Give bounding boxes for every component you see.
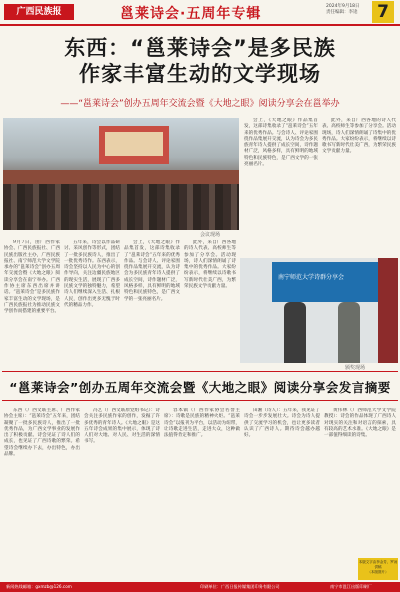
footer-email: 新闻热线邮箱：gxmzb@126.com (6, 584, 72, 589)
speech-paragraph: 田湘（诗人）：五年来，我见证了诗会一步步发展壮大。诗会为诗人提供了交流学习的机会，也让更多读者认识了广西诗人。期待诗会越办越好。 (244, 408, 320, 439)
headline-line-1: 东西：“邕莱诗会”是多民族 (64, 36, 336, 60)
speech-column-1 (4, 408, 80, 578)
speech-column-4 (244, 408, 320, 578)
stage-table (3, 170, 239, 184)
article-paragraph: 会上，《大地之眼》作品集首发，这部诗集收录了“邕莱诗会”五年来的优秀作品。与会诗人、评论家围绕作品集展开交流，认为诗会为多民族青年诗人提供了成长空间，诗作题材广泛，风格多样，具有鲜明的地域特色和民族特色，是广西文学的一张亮丽名片。 (124, 240, 180, 302)
contributor-text: 本版文字由李金芳、罗汤供稿 (358, 560, 398, 569)
contributor-more: （本版图片） (367, 570, 389, 574)
speech-paragraph: 黄伟林（广西师范大学文学院教授）：诗会的作品体现了广西诗人对现实的关注和对语言的探索，具有较高的艺术水准。《大地之眼》是一部值得细读的诗集。 (324, 408, 396, 439)
award-photo (240, 258, 398, 363)
speech-paragraph: 冯艺（广西文联原党组书记）：诗会关注多民族作家的创作，发掘了许多优秀的青年诗人。《大地之眼》是这五年诗会成果的集中展示，体现了诗人们对大地、对人民、对生活的深情书写。 (84, 408, 160, 445)
date-block (326, 4, 360, 16)
headline-line-2: 作家丰富生动的文学现场 (79, 62, 321, 86)
page-number: 7 (372, 1, 394, 23)
article-column-4 (184, 240, 236, 368)
section-headline: “邕莱诗会”创办五周年交流会暨《大地之眼》阅读分享会发言摘要 (9, 380, 391, 395)
speech-column-5 (324, 408, 396, 554)
article-column-1 (4, 240, 60, 368)
article-paragraph: 会上，《大地之眼》作品集首发，这部诗集收录了“邕莱诗会”五年来的优秀作品。与会诗人、评论家围绕作品集展开交流，认为诗会为多民族青年诗人提供了成长空间，诗作题材广泛，风格多样，具有鲜明的地域特色和民族特色，是广西文学的一张亮丽名片。 (244, 118, 318, 168)
banner-text: 南宁师范大学诗群分享会 (278, 274, 345, 281)
section-divider (2, 371, 398, 372)
contributor-note (358, 558, 398, 580)
speech-paragraph: 容本镇（广西作家协会名誉主席）：诗歌是民族的精神火炬。“邕莱诗会”以报刊为平台，以活动为纽带，让诗歌走进生活，走进大众，这种做法值得肯定和推广。 (164, 408, 240, 439)
person-left (284, 302, 306, 363)
article-paragraph: 此外，来自广西各地的诗人代表、高校师生等参加了分享会。活动现场，诗人们深情朗诵了诗集中的优秀作品。大家纷纷表示，将继续以诗歌书写新时代壮美广西，为繁荣民族文学贡献力量。 (322, 118, 396, 155)
footer-press: 南宁市邕江出版印刷厂 (330, 584, 372, 589)
article-column-2 (64, 240, 120, 368)
photo-caption: 会议现场 (200, 232, 221, 238)
article-column-3 (124, 240, 180, 368)
newspaper-brand: 广西民族报 (4, 4, 74, 20)
speech-column-2 (84, 408, 160, 578)
article-column-5 (244, 118, 318, 254)
meeting-photo (3, 118, 239, 230)
person-right (338, 302, 360, 363)
stage-screen-inner (105, 132, 163, 156)
side-poster (378, 258, 398, 363)
issue-date: 2024年9月18日 (326, 4, 360, 9)
article-paragraph: 此外，来自广西各地的诗人代表、高校师生等参加了分享会。活动现场，诗人们深情朗诵了诗集中的优秀作品。大家纷纷表示，将继续以诗歌书写新时代壮美广西，为繁荣民族文学贡献力量。 (184, 240, 236, 290)
subhead: ——“邕莱诗会”创办五周年交流会暨《大地之眼》阅读分享会在邕举办 (60, 99, 340, 109)
editor-line: 责任编辑：李逵 (326, 10, 358, 15)
footer-printer: 印刷单位：广西日报传媒集团印务有限公司 (200, 584, 280, 589)
event-banner (272, 262, 392, 302)
speech-column-3 (164, 408, 240, 578)
special-issue-title: 邕莱诗会·五周年专辑 (120, 6, 262, 22)
audience (3, 184, 239, 230)
photo-caption-2: 颁奖现场 (345, 365, 366, 371)
section-divider (2, 400, 398, 401)
speech-paragraph: 东西（广西文联主席、广西作家协会主席）：“邕莱诗会”五年来，团结凝聚了一批多民族诗人，推出了一批优秀作品，为广西文学事业的发展作出了积极贡献。诗会见证了诗人们的成长，也见证了广西诗歌的繁荣。希望诗会继续办下去，办出特色，办出品牌。 (4, 408, 80, 458)
article-paragraph: 五年来，诗会以作品研讨、采风创作等形式，团结了一批多民族诗人，推出了一批优秀诗作。东西表示，诗会坚持以人民为中心的创作导向，关注边疆民族地区的现实生活，展现了广西多民族文学的独特魅力，希望诗人们继续深入生活、扎根人民，创作出更多无愧于时代的精品力作。 (64, 240, 120, 308)
article-column-6 (322, 118, 396, 254)
masthead (0, 0, 400, 26)
article-paragraph: 9月7日，由广西作家协会、广西民族报社、广西民族出版社主办，广西民族报社、南宁师范大学文学院承办的“邕莱诗会”创办五周年交流会暨《大地之眼》阅读分享会在南宁举办。广西作协主席东西出席并讲话。“邕莱诗会”是多民族作家丰富生动的文学现场，是广西民族报社为推动民族文学创作而搭建的重要平台。 (4, 240, 60, 315)
footer-bar (0, 582, 400, 592)
